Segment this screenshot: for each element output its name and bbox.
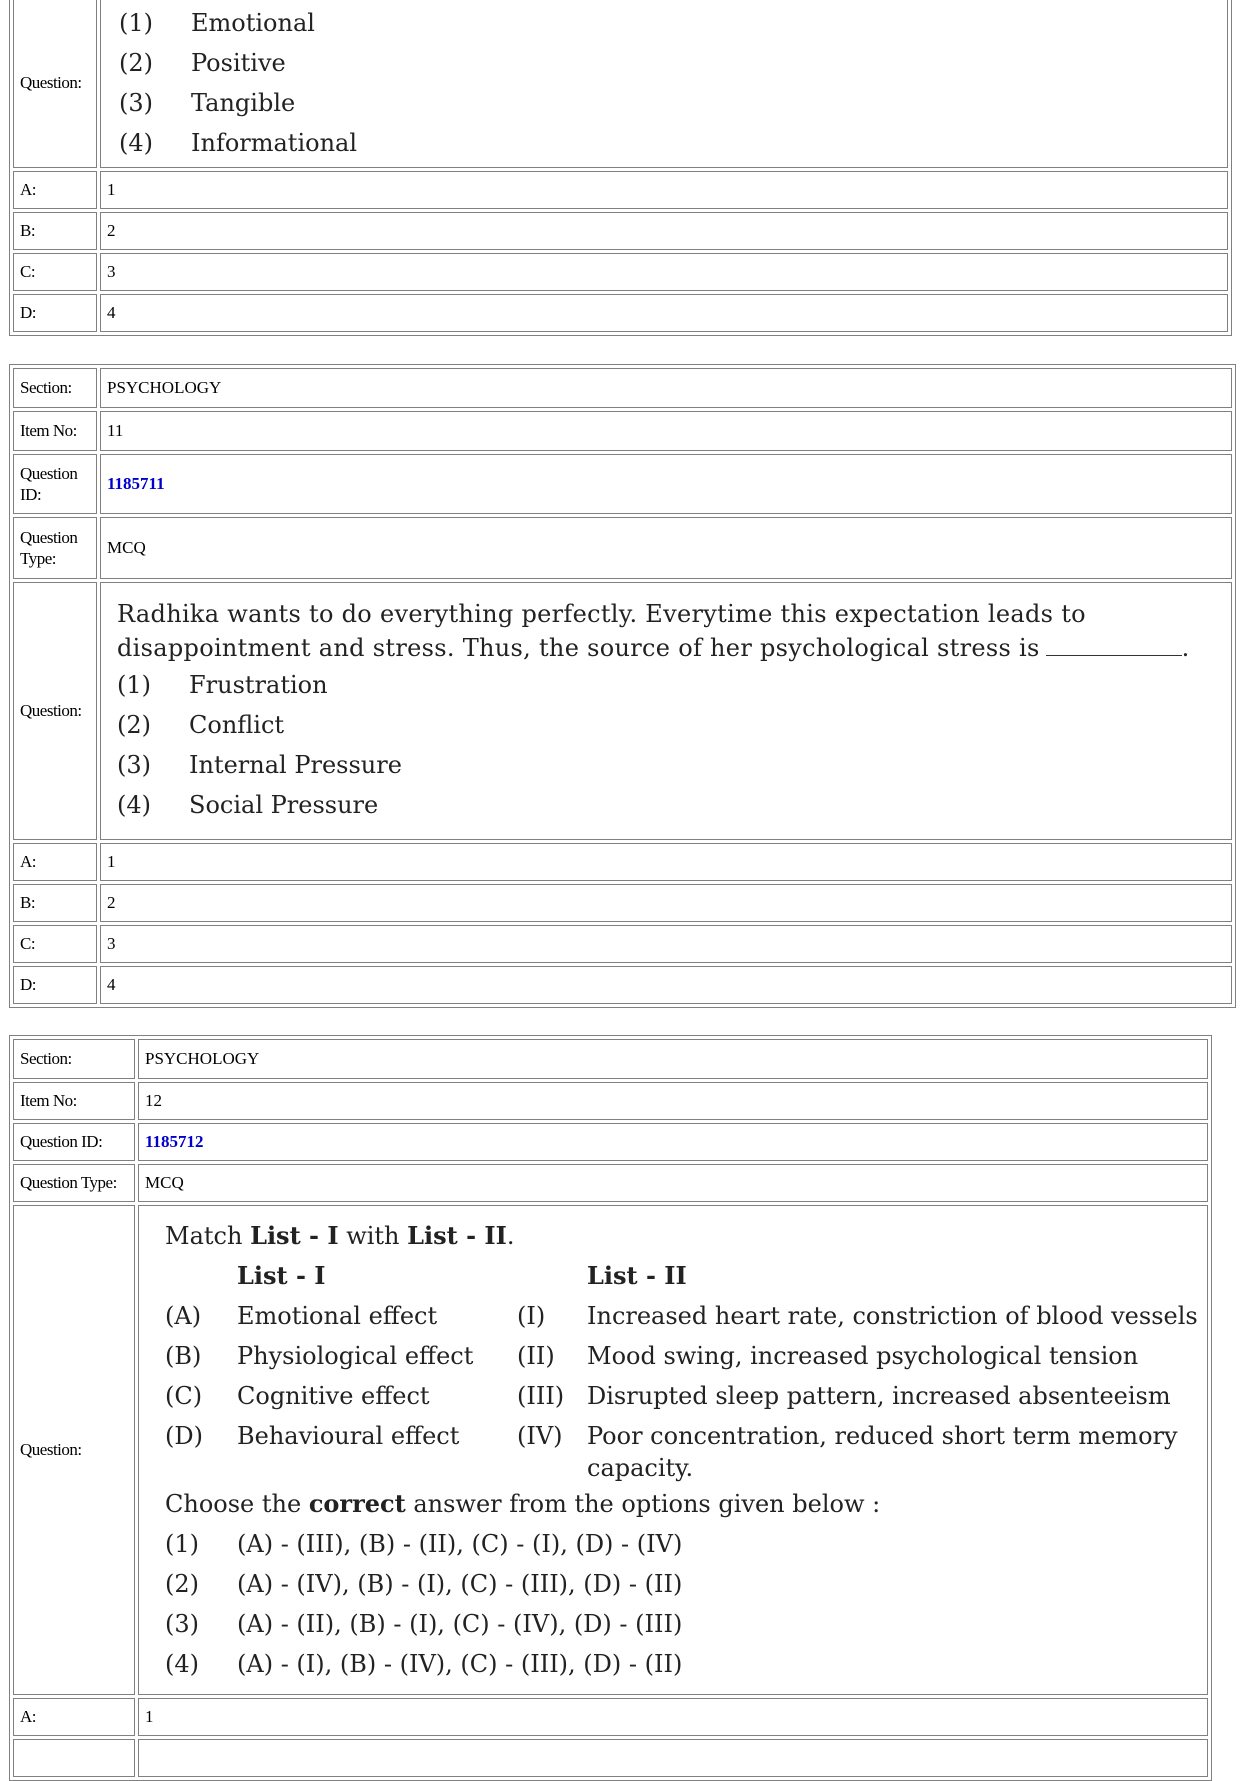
option bbox=[117, 785, 1225, 825]
answer-label: A: bbox=[13, 171, 97, 209]
question-type-label: Question Type: bbox=[13, 1164, 135, 1202]
answer-label: C: bbox=[13, 253, 97, 291]
item-label: Item No: bbox=[13, 1082, 135, 1120]
option-text: Positive bbox=[191, 49, 286, 77]
list-headers bbox=[165, 1256, 1201, 1296]
answer-row bbox=[13, 966, 1232, 1004]
option: (3) (A) - (II), (B) - (I), (C) - (IV), (D) - (III) bbox=[165, 1610, 683, 1638]
answer-value: 4 bbox=[100, 294, 1228, 332]
option-text: Internal Pressure bbox=[189, 751, 402, 779]
option: (4) (A) - (I), (B) - (IV), (C) - (III), (D) - (II) bbox=[165, 1650, 683, 1678]
question-row bbox=[13, 1205, 1208, 1695]
question-body bbox=[100, 0, 1228, 168]
answer-value: 4 bbox=[100, 966, 1232, 1004]
item-value: 11 bbox=[100, 411, 1232, 451]
answer-row-partial bbox=[13, 1739, 1208, 1777]
question-label: Question: bbox=[13, 0, 97, 168]
question-row bbox=[13, 582, 1232, 840]
question-id-row bbox=[13, 454, 1232, 514]
option: (2) (A) - (IV), (B) - (I), (C) - (III), (D) - (II) bbox=[165, 1570, 683, 1598]
question-id-label: Question ID: bbox=[13, 1123, 135, 1161]
option-number: (3) bbox=[119, 89, 153, 117]
question-12-table bbox=[9, 1035, 1212, 1781]
question-id-value: 1185711 bbox=[100, 454, 1232, 514]
answer-blank bbox=[1046, 636, 1182, 656]
option bbox=[119, 123, 1221, 163]
option-number: (1) bbox=[119, 9, 153, 37]
section-label: Section: bbox=[13, 1039, 135, 1079]
answer-row bbox=[13, 884, 1232, 922]
option-text: Social Pressure bbox=[189, 791, 379, 819]
list-1-header: List - I bbox=[237, 1261, 326, 1290]
answer-label: D: bbox=[13, 966, 97, 1004]
question-stem: Radhika wants to do everything perfectly. Everytime this expectation leads to disappointment and stress. Thus, the source of her psychological stress is . bbox=[117, 600, 1190, 662]
option-number: (4) bbox=[119, 129, 153, 157]
answer-row bbox=[13, 171, 1228, 209]
item-label: Item No: bbox=[13, 411, 97, 451]
match-intro: Match List - I with List - II. bbox=[165, 1221, 515, 1250]
option-text: Frustration bbox=[189, 671, 328, 699]
question-id-label: Question ID: bbox=[13, 454, 97, 514]
list-2-header: List - II bbox=[587, 1261, 687, 1290]
option bbox=[119, 3, 1221, 43]
answer-row bbox=[13, 1698, 1208, 1736]
match-row: (A) Emotional effect (I) Increased heart rate, constriction of blood vessels bbox=[165, 1302, 1198, 1330]
question-label: Question: bbox=[13, 1205, 135, 1695]
answer-row bbox=[13, 925, 1232, 963]
answer-label: A: bbox=[13, 1698, 135, 1736]
answer-label: B: bbox=[13, 884, 97, 922]
option-text: Emotional bbox=[191, 9, 315, 37]
option bbox=[119, 43, 1221, 83]
question-type-label: Question Type: bbox=[13, 517, 97, 579]
option bbox=[117, 665, 1225, 705]
answer-value: 2 bbox=[100, 884, 1232, 922]
answer-row bbox=[13, 253, 1228, 291]
answer-value: 1 bbox=[100, 843, 1232, 881]
option-number: (4) bbox=[117, 791, 151, 819]
item-row bbox=[13, 1082, 1208, 1120]
section-row bbox=[13, 368, 1232, 408]
answer-value: 1 bbox=[138, 1698, 1208, 1736]
answer-label: C: bbox=[13, 925, 97, 963]
question-11-table bbox=[9, 364, 1236, 1008]
option-text: Conflict bbox=[189, 711, 285, 739]
section-value: PSYCHOLOGY bbox=[138, 1039, 1208, 1079]
answer-label: B: bbox=[13, 212, 97, 250]
option bbox=[119, 83, 1221, 123]
question-body bbox=[100, 582, 1232, 840]
question-type-value: MCQ bbox=[138, 1164, 1208, 1202]
option-text: Informational bbox=[191, 129, 358, 157]
answer-label: D: bbox=[13, 294, 97, 332]
answer-value: 1 bbox=[100, 171, 1228, 209]
question-type-value: MCQ bbox=[100, 517, 1232, 579]
answer-value: 2 bbox=[100, 212, 1228, 250]
section-row bbox=[13, 1039, 1208, 1079]
question-row bbox=[13, 0, 1228, 168]
item-value: 12 bbox=[138, 1082, 1208, 1120]
answer-label: A: bbox=[13, 843, 97, 881]
question-type-row bbox=[13, 517, 1232, 579]
option-number: (2) bbox=[117, 711, 151, 739]
section-value: PSYCHOLOGY bbox=[100, 368, 1232, 408]
question-10-table bbox=[9, 0, 1232, 336]
option-number: (3) bbox=[117, 751, 151, 779]
question-label: Question: bbox=[13, 582, 97, 840]
answer-value: 3 bbox=[100, 253, 1228, 291]
question-body bbox=[138, 1205, 1208, 1695]
option: (1) (A) - (III), (B) - (II), (C) - (I), (D) - (IV) bbox=[165, 1530, 683, 1558]
question-type-row bbox=[13, 1164, 1208, 1202]
option-text: Tangible bbox=[191, 89, 296, 117]
question-id-value: 1185712 bbox=[138, 1123, 1208, 1161]
choose-instruction: Choose the correct answer from the options given below : bbox=[165, 1489, 881, 1518]
answer-value: 3 bbox=[100, 925, 1232, 963]
option-number: (1) bbox=[117, 671, 151, 699]
item-row bbox=[13, 411, 1232, 451]
option-number: (2) bbox=[119, 49, 153, 77]
match-row: (C) Cognitive effect (III) Disrupted sleep pattern, increased absenteeism bbox=[165, 1382, 1171, 1410]
question-id-row bbox=[13, 1123, 1208, 1161]
answer-row bbox=[13, 843, 1232, 881]
answer-row bbox=[13, 294, 1228, 332]
option bbox=[117, 745, 1225, 785]
option bbox=[117, 705, 1225, 745]
answer-row bbox=[13, 212, 1228, 250]
match-row: (B) Physiological effect (II) Mood swing, increased psychological tension bbox=[165, 1342, 1139, 1370]
section-label: Section: bbox=[13, 368, 97, 408]
match-row: (D) Behavioural effect (IV) Poor concentration, reduced short term memory capacity. bbox=[165, 1422, 1178, 1482]
